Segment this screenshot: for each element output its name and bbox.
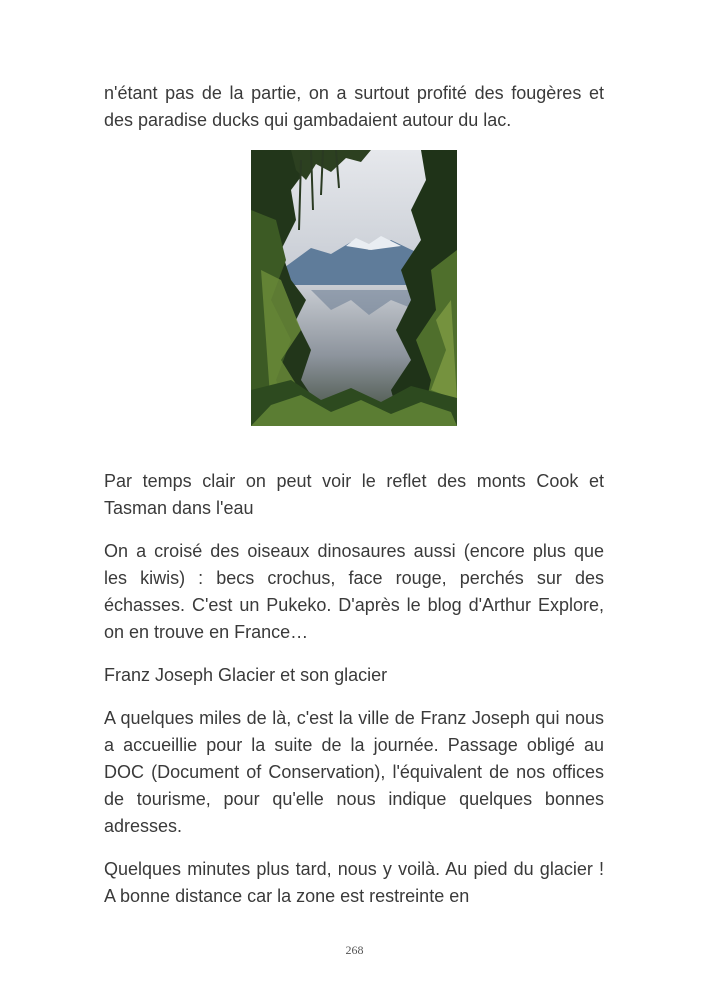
paragraph-reflection: Par temps clair on peut voir le reflet des monts Cook et Tasman dans l'eau bbox=[104, 471, 604, 518]
lake-photo bbox=[251, 150, 457, 426]
page-number: 268 bbox=[345, 943, 364, 957]
section-heading: Franz Joseph Glacier et son glacier bbox=[104, 665, 388, 685]
paragraph-intro: n'étant pas de la partie, on a surtout profité des fougères et des paradise ducks qui gambadaient autour du lac. bbox=[104, 83, 604, 130]
paragraph-glacier: Quelques minutes plus tard, nous y voilà. Au pied du glacier ! A bonne distance car la zone est restreinte en bbox=[104, 859, 604, 906]
paragraph-town: A quelques miles de là, c'est la ville de Franz Joseph qui nous a accueillie pour la suite de la journée. Passage obligé au DOC (Document of Conservation), l'équivalent de nos offices de tourisme, pour qu'elle nous indique quelques bonnes adresses. bbox=[104, 708, 604, 836]
paragraph-birds: On a croisé des oiseaux dinosaures aussi (encore plus que les kiwis) : becs crochus, face rouge, perchés sur des échasses. C'est un Pukeko. D'après le blog d'Arthur Explore, on en trouve en France… bbox=[104, 541, 604, 642]
page-content bbox=[104, 80, 604, 926]
